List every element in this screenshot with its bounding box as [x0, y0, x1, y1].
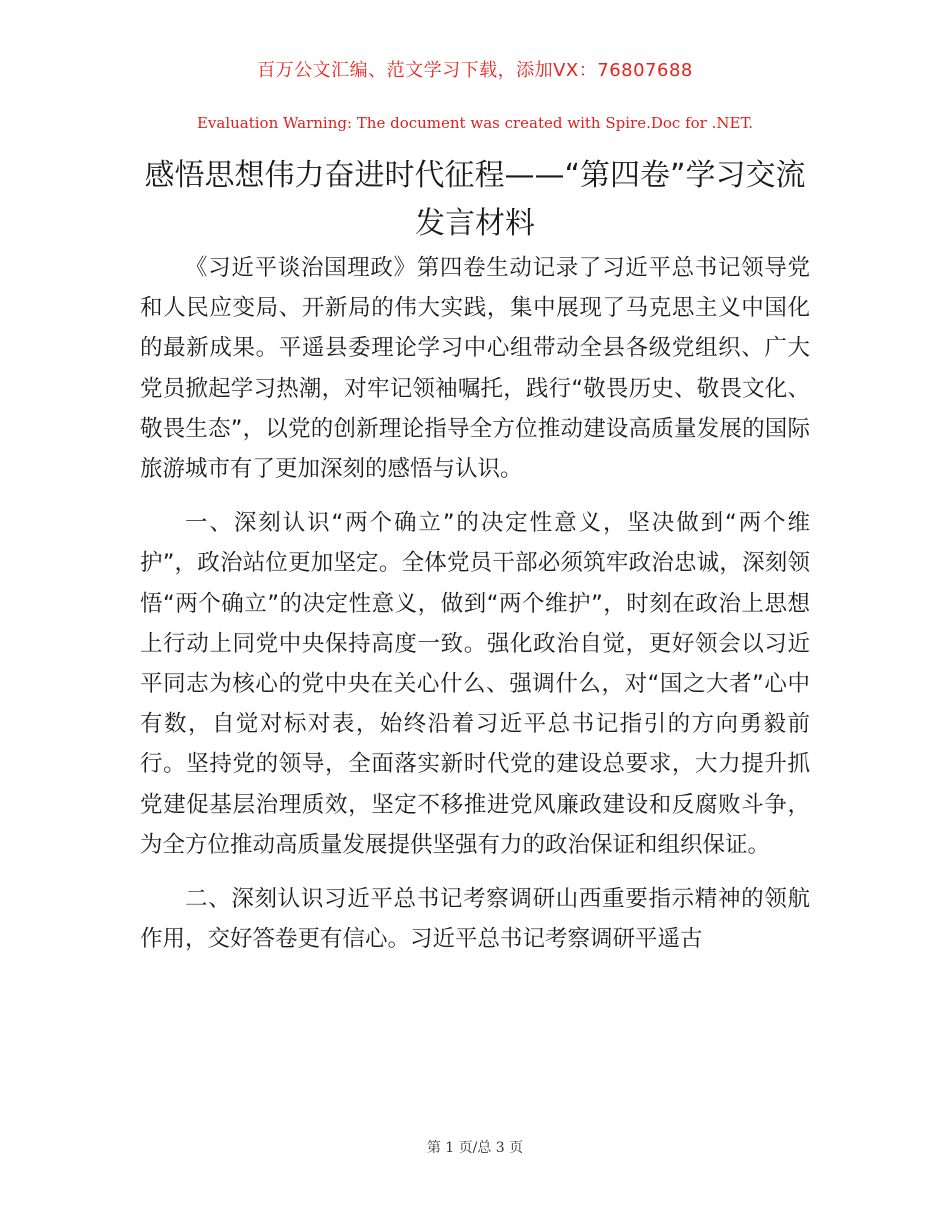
- document-title: 感悟思想伟力奋进时代征程——“第四卷”学习交流发言材料: [144, 158, 806, 241]
- document-body: [140, 248, 810, 973]
- paragraph-section-1: 一、深刻认识“两个确立”的决定性意义，坚决做到“两个维护”，政治站位更加坚定。全体党员干部必须筑牢政治忠诚，深刻领悟“两个确立”的决定性意义，做到“两个维护”，时刻在政治上思想上行动上同党中央保持高度一致。强化政治自觉，更好领会以习近平同志为核心的党中央在关心什么、强调什么，对“国之大者”心中有数，自觉对标对表，始终沿着习近平总书记指引的方向勇毅前行。坚持党的领导，全面落实新时代党的建设总要求，大力提升抓党建促基层治理质效，坚定不移推进党风廉政建设和反腐败斗争，为全方位推动高质量发展提供坚强有力的政治保证和组织保证。: [140, 510, 810, 858]
- paragraph-intro: 《习近平谈治国理政》第四卷生动记录了习近平总书记领导党和人民应变局、开新局的伟大实践，集中展现了马克思主义中国化的最新成果。平遥县委理论学习中心组带动全县各级党组织、广大党员掀起学习热潮，对牢记领袖嘱托，践行“敬畏历史、敬畏文化、敬畏生态”，以党的创新理论指导全方位推动建设高质量发展的国际旅游城市有了更加深刻的感悟与认识。: [140, 255, 810, 483]
- evaluation-warning: Evaluation Warning: The document was created with Spire.Doc for .NET.: [196, 114, 754, 132]
- page-footer: 第 1 页/总 3 页: [426, 1140, 524, 1156]
- paragraph-section-2: 二、深刻认识习近平总书记考察调研山西重要指示精神的领航作用，交好答卷更有信心。习近平总书记考察调研平遥古: [140, 886, 810, 953]
- header-banner: 百万公文汇编、范文学习下载，添加VX：76807688: [257, 60, 693, 81]
